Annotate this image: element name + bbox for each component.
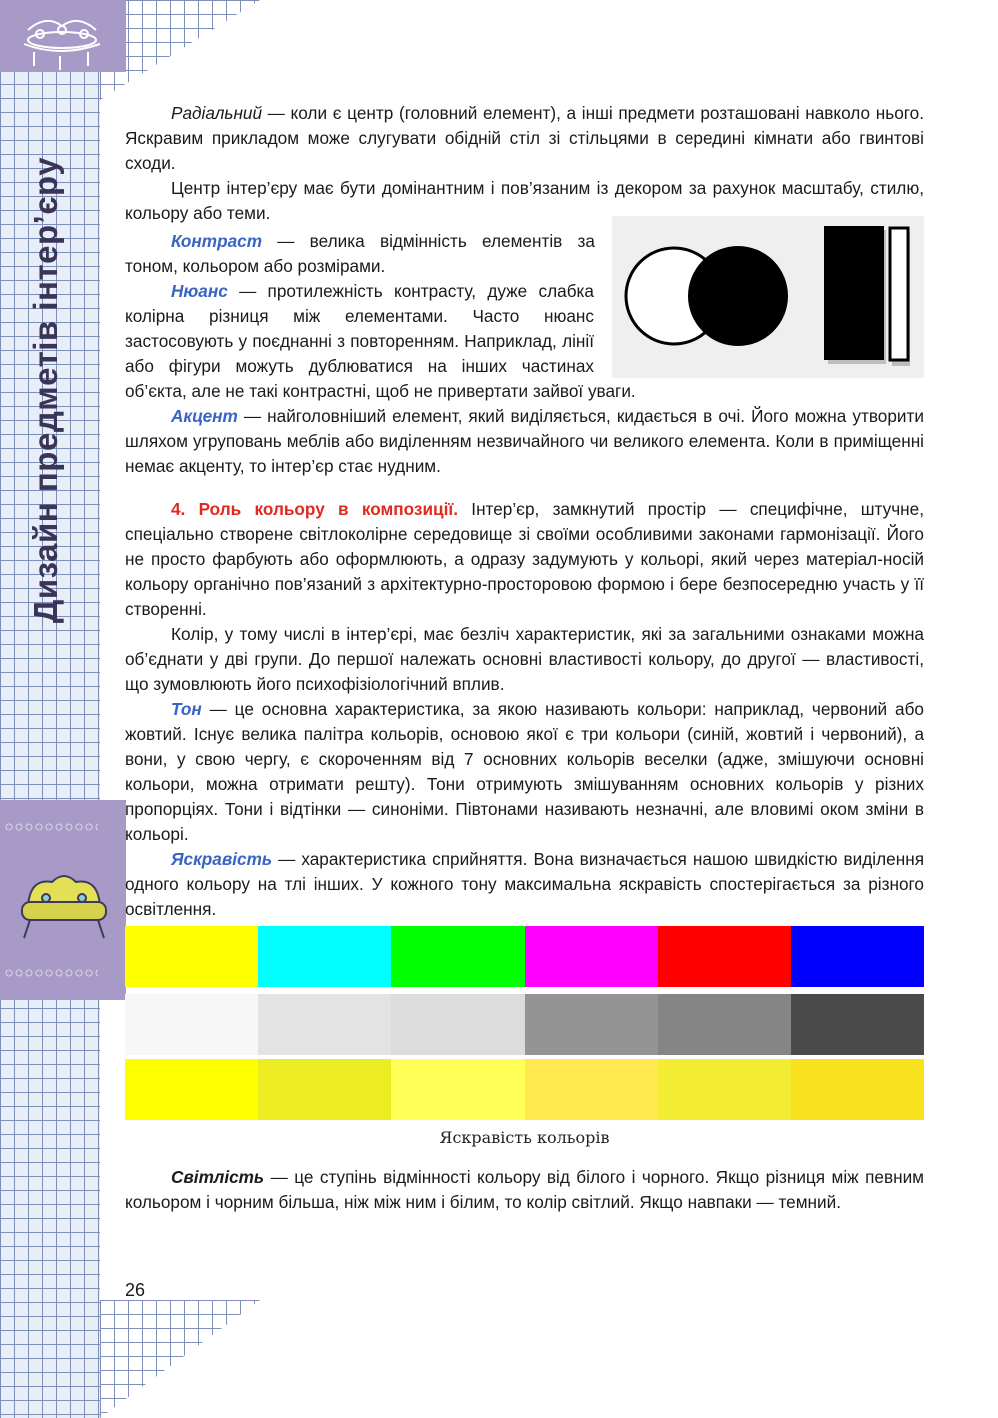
paragraph-text: — найголовніший елемент, який виділяється, кидається в очі. Його можна утворити шляхом угруповань меблів або виділенням незвичайного чи великого елемента. Коли в приміщенні немає акценту, то інтер’єр стає нудним. — [125, 406, 924, 476]
paragraph-brightness — [125, 847, 924, 922]
paragraph-text: — це основна характеристика, за якою називають кольори: наприклад, червоний або жовтий. Існує велика палітра кольорів, основою якої є три кольори (синій, жовтий і червоний), а вони, у свою чергу, є скороченням від 7 основних кольорів веселки (адже, змішуючи основні кольори, можна отримати решту). Тони отримують змішуванням основних кольорів у різних пропорціях. Тони і відтінки — синоніми. Півтонами називають незначні, але вловимі оком зміни в кольорі. — [125, 699, 924, 844]
main-text-lightness — [125, 1165, 924, 1215]
sidebar-section-title: Дизайн предметів інтер’єру — [27, 156, 64, 624]
term-contrast: Контраст — [171, 231, 262, 251]
swatch — [391, 926, 524, 987]
dot-row-top — [4, 822, 98, 832]
swatch — [125, 994, 258, 1055]
term-accent: Акцент — [171, 406, 238, 426]
swatch — [658, 1059, 791, 1120]
swatch — [125, 926, 258, 987]
term-tone: Тон — [171, 699, 202, 719]
paragraph-lightness — [125, 1165, 924, 1215]
paragraph-text: — протилежність контрасту, дуже слабка колірна різниця між елементами. Часто нюанс застосовують у поєднанні з повторенням. Наприклад, лінії або фігури можуть дублюватися на інших частинах об’єкта, але не такі контрастні, щоб не привертати зайвої уваги. — [125, 281, 636, 401]
grid-background-bottom — [100, 1300, 260, 1418]
top-ornament-band — [0, 0, 126, 72]
swatch — [125, 1059, 258, 1120]
brightness-swatch-figure — [125, 926, 924, 1120]
swatch — [791, 926, 924, 987]
swatch — [658, 926, 791, 987]
term-brightness: Яскравість — [171, 849, 273, 869]
swatch — [391, 994, 524, 1055]
paragraph-accent — [125, 404, 924, 479]
chandelier-icon — [0, 0, 126, 72]
bottom-ornament-band — [0, 800, 126, 1000]
paragraph-tone — [125, 697, 924, 847]
paragraph-center: Центр інтер’єру має бути домінантним і пов’язаним із декором за рахунок масштабу, стилю, кольору або теми. — [125, 178, 924, 223]
swatch — [525, 994, 658, 1055]
term-nuance: Нюанс — [171, 281, 228, 301]
paragraph-contrast — [125, 229, 595, 279]
swatch — [525, 1059, 658, 1120]
paragraph-color-properties: Колір, у тому числі в інтер’єрі, має безліч характеристик, які за загальними ознаками можна об’єднати у дві групи. До першої належать основні властивості кольору, до другої — властивості, що зумовлюють його психофізіологічний вплив. — [125, 624, 924, 694]
swatch — [658, 994, 791, 1055]
paragraph-nuance — [125, 279, 924, 404]
swatch — [791, 1059, 924, 1120]
section-heading: 4. Роль кольору в композиції. — [171, 499, 458, 519]
main-text-color-role — [125, 497, 924, 922]
paragraph-text: — велика відмінність елементів за тоном, кольором або розмірами. — [125, 231, 595, 276]
swatch — [525, 926, 658, 987]
swatch — [791, 994, 924, 1055]
main-text-nuance — [125, 279, 924, 479]
paragraph-color-role — [125, 497, 924, 622]
swatch-row-hues — [125, 926, 924, 987]
swatch — [391, 1059, 524, 1120]
page-number: 26 — [125, 1280, 146, 1300]
figure-caption: Яскравість кольорів — [439, 1128, 610, 1147]
paragraph-text: — це ступінь відмінності кольору від білого і чорного. Якщо різниця між певним кольором і чорним більша, ніж між ним і білим, то колір світлий. Якщо навпаки — темний. — [125, 1167, 924, 1212]
figure-float-spacer — [594, 279, 924, 379]
swatch — [258, 994, 391, 1055]
paragraph-text: Інтер’єр, замкнутий простір — специфічне, штучне, спеціально створене світлоколірне середовище зі своїми особливими законами гармонізації. Його не просто фарбують або оформлюють, а одразу задумують у кольорі, який через матеріал-носій кольору органічно пов’язаний з архітектурно-просторовою формою і бере безпосередню участь у її створенні. — [125, 499, 924, 619]
swatch-row-grays — [125, 994, 924, 1055]
swatch — [258, 1059, 391, 1120]
paragraph-text: — характеристика сприйняття. Вона визначається нашою швидкістю виділення одного кольору на тлі інших. У кожного тону максимальна яскравість спостерігається за різного освітлення. — [125, 849, 924, 919]
swatch-row-yellows — [125, 1059, 924, 1120]
swatch — [258, 926, 391, 987]
sofa-icon — [0, 840, 126, 980]
main-text-top — [125, 101, 924, 226]
dot-row-bottom — [4, 968, 98, 978]
paragraph-radial — [125, 101, 924, 176]
paragraph-text: — коли є центр (головний елемент), а інші предмети розташовані навколо нього. Яскравим прикладом може слугувати обідній стіл зі стільцями в середині кімнати або гвинтові сходи. — [125, 103, 924, 173]
term-radial: Радіальний — [171, 103, 263, 123]
term-lightness: Світлість — [171, 1167, 265, 1187]
main-text-wrapped — [125, 229, 595, 279]
